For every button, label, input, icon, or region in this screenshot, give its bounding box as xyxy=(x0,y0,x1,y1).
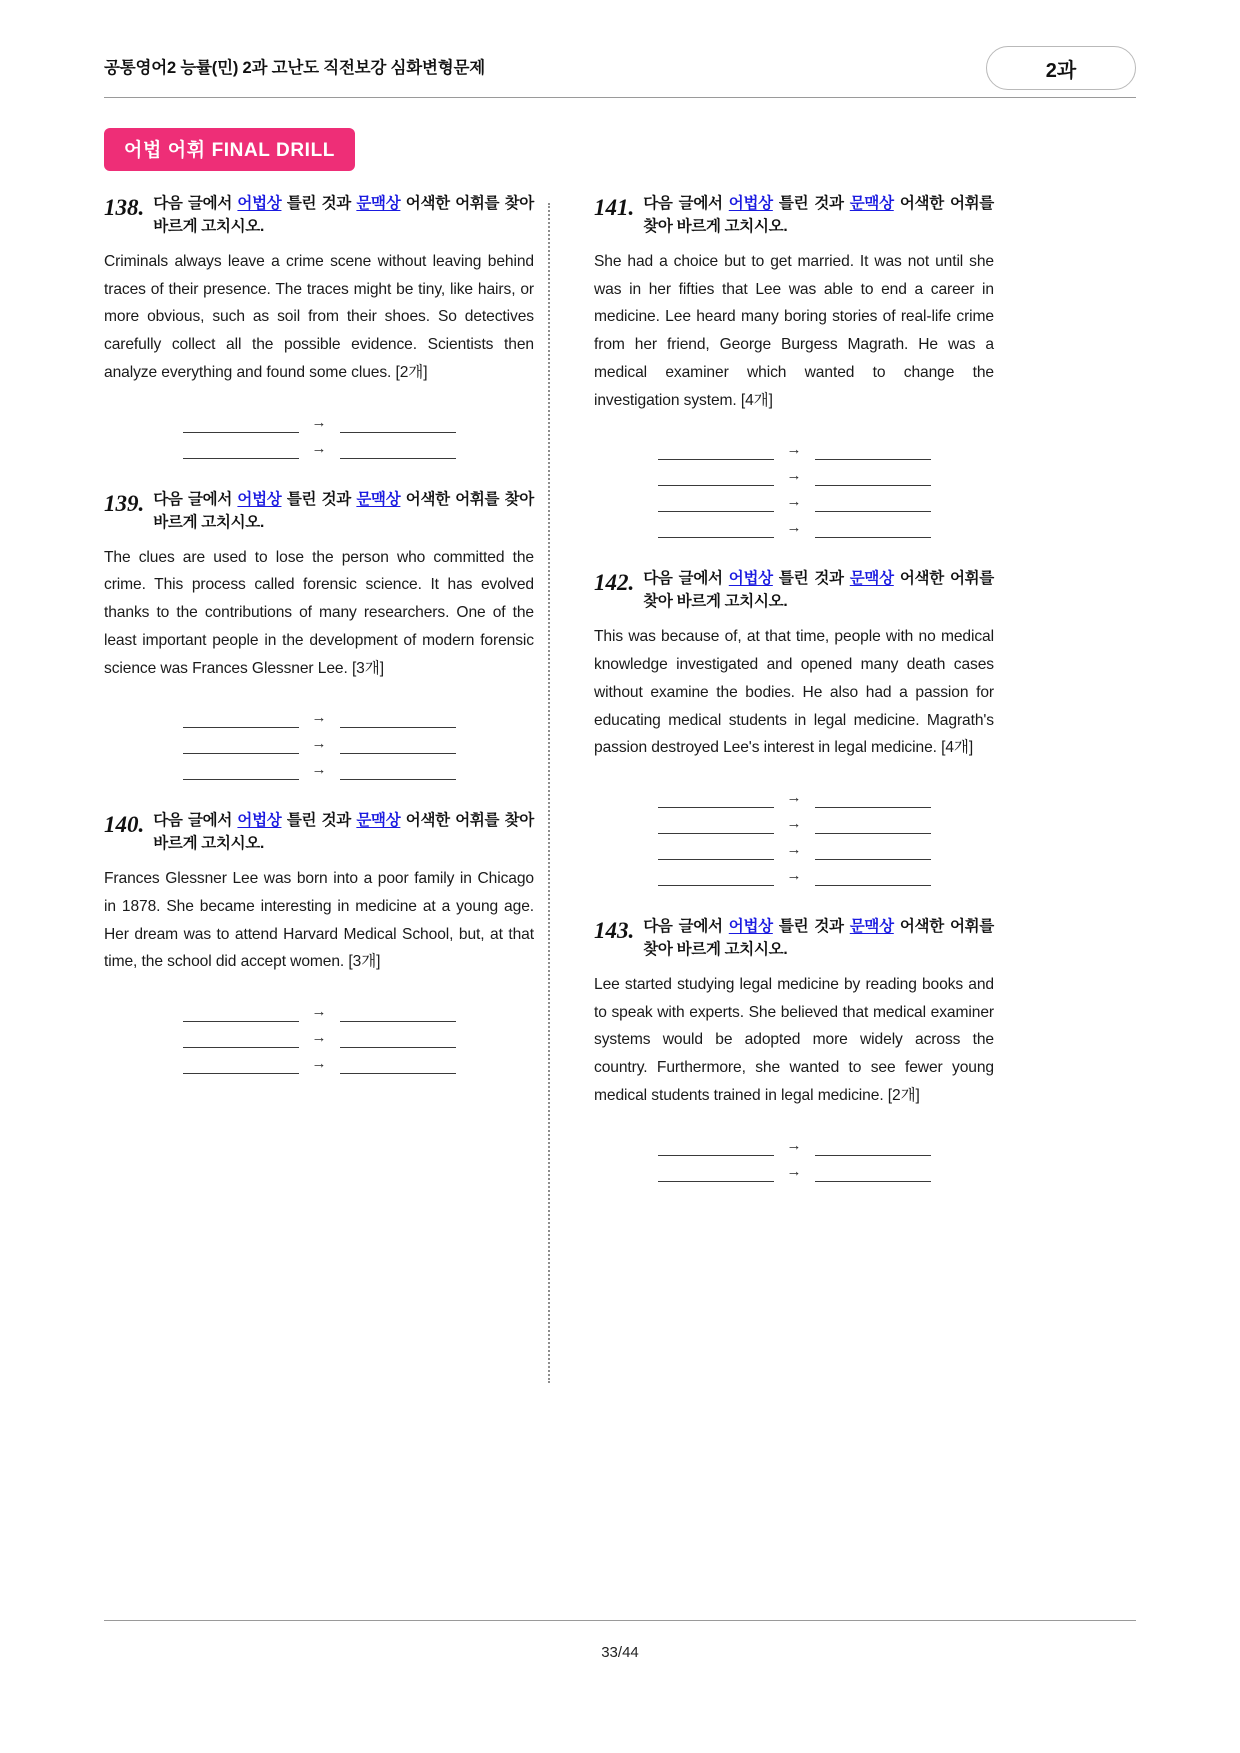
answer-blank-row xyxy=(658,1132,931,1156)
answer-blank-original[interactable] xyxy=(183,712,299,728)
question-header xyxy=(594,916,994,962)
unit-badge: 2과 xyxy=(986,46,1136,90)
arrow-right-icon: → xyxy=(311,1055,327,1073)
answer-blanks xyxy=(594,436,994,538)
question-header xyxy=(104,193,534,239)
answer-blank-corrected[interactable] xyxy=(340,738,456,754)
answer-blank-original[interactable] xyxy=(183,443,299,459)
passage-text: Criminals always leave a crime scene without leaving behind traces of their presence. The traces might be tiny, like hairs, or more obvious, such as soil from their shoes. So detectives carefully collect all the possible evidence. Scientists then analyze everything and found some clues. [2개] xyxy=(104,252,534,381)
keyword-context: 문맥상 xyxy=(849,570,894,588)
footer-divider xyxy=(104,1620,1136,1621)
arrow-right-icon: → xyxy=(786,467,802,485)
arrow-right-icon: → xyxy=(311,761,327,779)
answer-blank-corrected[interactable] xyxy=(815,818,931,834)
answer-blank-corrected[interactable] xyxy=(815,496,931,512)
keyword-context: 문맥상 xyxy=(849,918,894,935)
question-instruction xyxy=(643,916,994,962)
two-column-body xyxy=(104,193,1136,1383)
answer-blank-corrected[interactable] xyxy=(340,1032,456,1048)
question-139 xyxy=(104,489,534,781)
keyword-grammar: 어법상 xyxy=(237,490,282,508)
instruction-lead: 다음 글에서 xyxy=(153,490,238,508)
answer-blank-row xyxy=(658,436,931,460)
answer-blank-original[interactable] xyxy=(658,818,774,834)
question-instruction xyxy=(153,810,534,856)
arrow-right-icon: → xyxy=(311,709,327,727)
answer-blank-corrected[interactable] xyxy=(340,417,456,433)
arrow-right-icon: → xyxy=(786,841,802,858)
answer-blank-original[interactable] xyxy=(658,1166,774,1182)
question-143 xyxy=(594,916,994,1182)
instruction-tail: 어색한 어휘를 찾아 바르게 고치시오. xyxy=(643,195,994,235)
answer-blank-row xyxy=(658,810,931,834)
header-divider xyxy=(104,97,1136,98)
arrow-right-icon: → xyxy=(311,735,327,753)
instruction-mid: 틀린 것과 xyxy=(772,918,850,935)
instruction-lead: 다음 글에서 xyxy=(153,195,238,212)
answer-blank-row xyxy=(183,704,456,728)
answer-blank-corrected[interactable] xyxy=(815,1140,931,1156)
keyword-grammar: 어법상 xyxy=(728,195,773,212)
keyword-grammar: 어법상 xyxy=(728,918,773,935)
question-141 xyxy=(594,193,994,538)
question-number: 139. xyxy=(104,490,145,516)
answer-blank-original[interactable] xyxy=(183,1058,299,1074)
passage-text: She had a choice but to get married. It was not until she was in her fifties that Lee was able to end a career in medicine. Lee heard many boring stories of real-life crime from her friend, George Burgess Magrath. He was a medical examiner which wanted to change the investigation system. [4개] xyxy=(594,252,994,409)
question-140 xyxy=(104,810,534,1074)
page-header xyxy=(104,0,1136,112)
answer-blank-row xyxy=(183,730,456,754)
arrow-right-icon: → xyxy=(311,1003,327,1021)
answer-blank-row xyxy=(658,1158,931,1182)
answer-blank-original[interactable] xyxy=(658,522,774,538)
drill-section-label: 어법 어휘 FINAL DRILL xyxy=(104,128,355,171)
answer-blanks xyxy=(594,1132,994,1182)
question-header xyxy=(104,489,534,535)
question-number: 138. xyxy=(104,195,145,220)
instruction-lead: 다음 글에서 xyxy=(643,195,729,212)
answer-blank-corrected[interactable] xyxy=(815,844,931,860)
answer-blanks xyxy=(594,784,994,886)
question-instruction xyxy=(153,193,534,239)
keyword-context: 문맥상 xyxy=(356,812,401,830)
instruction-tail: 어색한 어휘를 찾아 바르게 고치시오. xyxy=(643,570,994,611)
answer-blank-original[interactable] xyxy=(658,792,774,808)
arrow-right-icon: → xyxy=(786,519,802,537)
answer-blank-corrected[interactable] xyxy=(340,1058,456,1074)
answer-blank-row xyxy=(658,784,931,808)
passage-text: This was because of, at that time, people with no medical knowledge investigated and opened many death cases without examine the bodies. He also had a passion for educating medical students in legal medicine. Magrath's passion destroyed Lee's interest in legal medicine. [4개] xyxy=(594,628,994,757)
answer-blank-original[interactable] xyxy=(658,470,774,486)
answer-blank-original[interactable] xyxy=(183,1032,299,1048)
answer-blank-row xyxy=(183,998,456,1022)
answer-blank-original[interactable] xyxy=(183,417,299,433)
question-instruction xyxy=(153,489,534,535)
arrow-right-icon: → xyxy=(786,815,802,832)
instruction-tail: 어색한 어휘를 찾아 바르게 고치시오. xyxy=(153,490,534,531)
keyword-context: 문맥상 xyxy=(356,195,401,212)
answer-blank-corrected[interactable] xyxy=(340,764,456,780)
answer-blank-original[interactable] xyxy=(183,738,299,754)
instruction-mid: 틀린 것과 xyxy=(772,195,850,212)
question-number: 141. xyxy=(594,195,635,220)
answer-blank-corrected[interactable] xyxy=(815,870,931,886)
answer-blank-corrected[interactable] xyxy=(815,470,931,486)
question-instruction xyxy=(643,568,994,614)
arrow-right-icon: → xyxy=(786,441,802,459)
answer-blank-corrected[interactable] xyxy=(815,792,931,808)
page-number: 33/44 xyxy=(601,1644,639,1661)
answer-blank-original[interactable] xyxy=(183,764,299,780)
answer-blank-corrected[interactable] xyxy=(340,712,456,728)
answer-blank-corrected[interactable] xyxy=(340,443,456,459)
arrow-right-icon: → xyxy=(786,1136,802,1154)
instruction-mid: 틀린 것과 xyxy=(281,812,357,830)
answer-blank-row xyxy=(658,462,931,486)
instruction-lead: 다음 글에서 xyxy=(643,570,729,588)
instruction-tail: 어색한 어휘를 찾아 바르게 고치시오. xyxy=(153,812,534,853)
keyword-grammar: 어법상 xyxy=(237,812,282,830)
keyword-context: 문맥상 xyxy=(849,195,894,212)
answer-blanks xyxy=(104,704,534,780)
answer-blank-row xyxy=(658,836,931,860)
answer-blank-row xyxy=(658,514,931,538)
arrow-right-icon: → xyxy=(786,1162,802,1180)
arrow-right-icon: → xyxy=(786,493,802,511)
question-instruction xyxy=(643,193,994,239)
answer-blanks xyxy=(104,998,534,1074)
answer-blank-original[interactable] xyxy=(658,844,774,860)
instruction-lead: 다음 글에서 xyxy=(643,918,729,935)
passage-text: Frances Glessner Lee was born into a poor family in Chicago in 1878. She became interesting in medicine at a young age. Her dream was to attend Harvard Medical School, but, at that time, the school did accept women. [3개] xyxy=(104,870,534,971)
column-right xyxy=(550,193,994,1212)
arrow-right-icon: → xyxy=(311,1029,327,1047)
answer-blank-row xyxy=(658,862,931,886)
answer-blanks xyxy=(104,409,534,459)
question-header xyxy=(104,810,534,856)
keyword-grammar: 어법상 xyxy=(728,570,773,588)
question-number: 142. xyxy=(594,570,635,596)
arrow-right-icon: → xyxy=(786,867,802,884)
answer-blank-row xyxy=(183,756,456,780)
answer-blank-row xyxy=(183,435,456,459)
instruction-tail: 어색한 어휘를 찾아 바르게 고치시오. xyxy=(153,195,534,235)
arrow-right-icon: → xyxy=(311,413,327,431)
instruction-lead: 다음 글에서 xyxy=(153,812,238,830)
question-138 xyxy=(104,193,534,459)
passage-text: The clues are used to lose the person who committed the crime. This process called forensic science. It has evolved thanks to the contributions of many researchers. One of the least important people in the development of modern forensic science was Frances Glessner Lee. [3개] xyxy=(104,548,534,677)
instruction-mid: 틀린 것과 xyxy=(281,490,357,508)
column-left xyxy=(104,193,548,1104)
answer-blank-row xyxy=(658,488,931,512)
arrow-right-icon: → xyxy=(311,439,327,457)
answer-blank-corrected[interactable] xyxy=(815,444,931,460)
question-number: 143. xyxy=(594,918,635,943)
arrow-right-icon: → xyxy=(786,789,802,806)
answer-blank-corrected[interactable] xyxy=(815,1166,931,1182)
question-header xyxy=(594,568,994,614)
question-number: 140. xyxy=(104,812,145,838)
question-142 xyxy=(594,568,994,886)
answer-blank-row xyxy=(183,1050,456,1074)
answer-blank-original[interactable] xyxy=(658,870,774,886)
page-title: 공통영어2 능률(민) 2과 고난도 직전보강 심화변형문제 xyxy=(104,59,485,77)
answer-blank-row xyxy=(183,409,456,433)
instruction-mid: 틀린 것과 xyxy=(281,195,357,212)
answer-blank-original[interactable] xyxy=(658,1140,774,1156)
passage-text: Lee started studying legal medicine by reading books and to speak with experts. She believed that medical examiner systems would be adopted more widely across the country. Furthermore, she wanted to see fewer young medical students trained in legal medicine. [2개] xyxy=(594,975,994,1104)
answer-blank-corrected[interactable] xyxy=(815,522,931,538)
answer-blank-row xyxy=(183,1024,456,1048)
question-header xyxy=(594,193,994,239)
keyword-context: 문맥상 xyxy=(356,490,401,508)
keyword-grammar: 어법상 xyxy=(237,195,282,212)
answer-blank-original[interactable] xyxy=(658,496,774,512)
instruction-tail: 어색한 어휘를 찾아 바르게 고치시오. xyxy=(643,918,994,958)
answer-blank-corrected[interactable] xyxy=(340,1006,456,1022)
answer-blank-original[interactable] xyxy=(658,444,774,460)
instruction-mid: 틀린 것과 xyxy=(772,570,850,588)
answer-blank-original[interactable] xyxy=(183,1006,299,1022)
